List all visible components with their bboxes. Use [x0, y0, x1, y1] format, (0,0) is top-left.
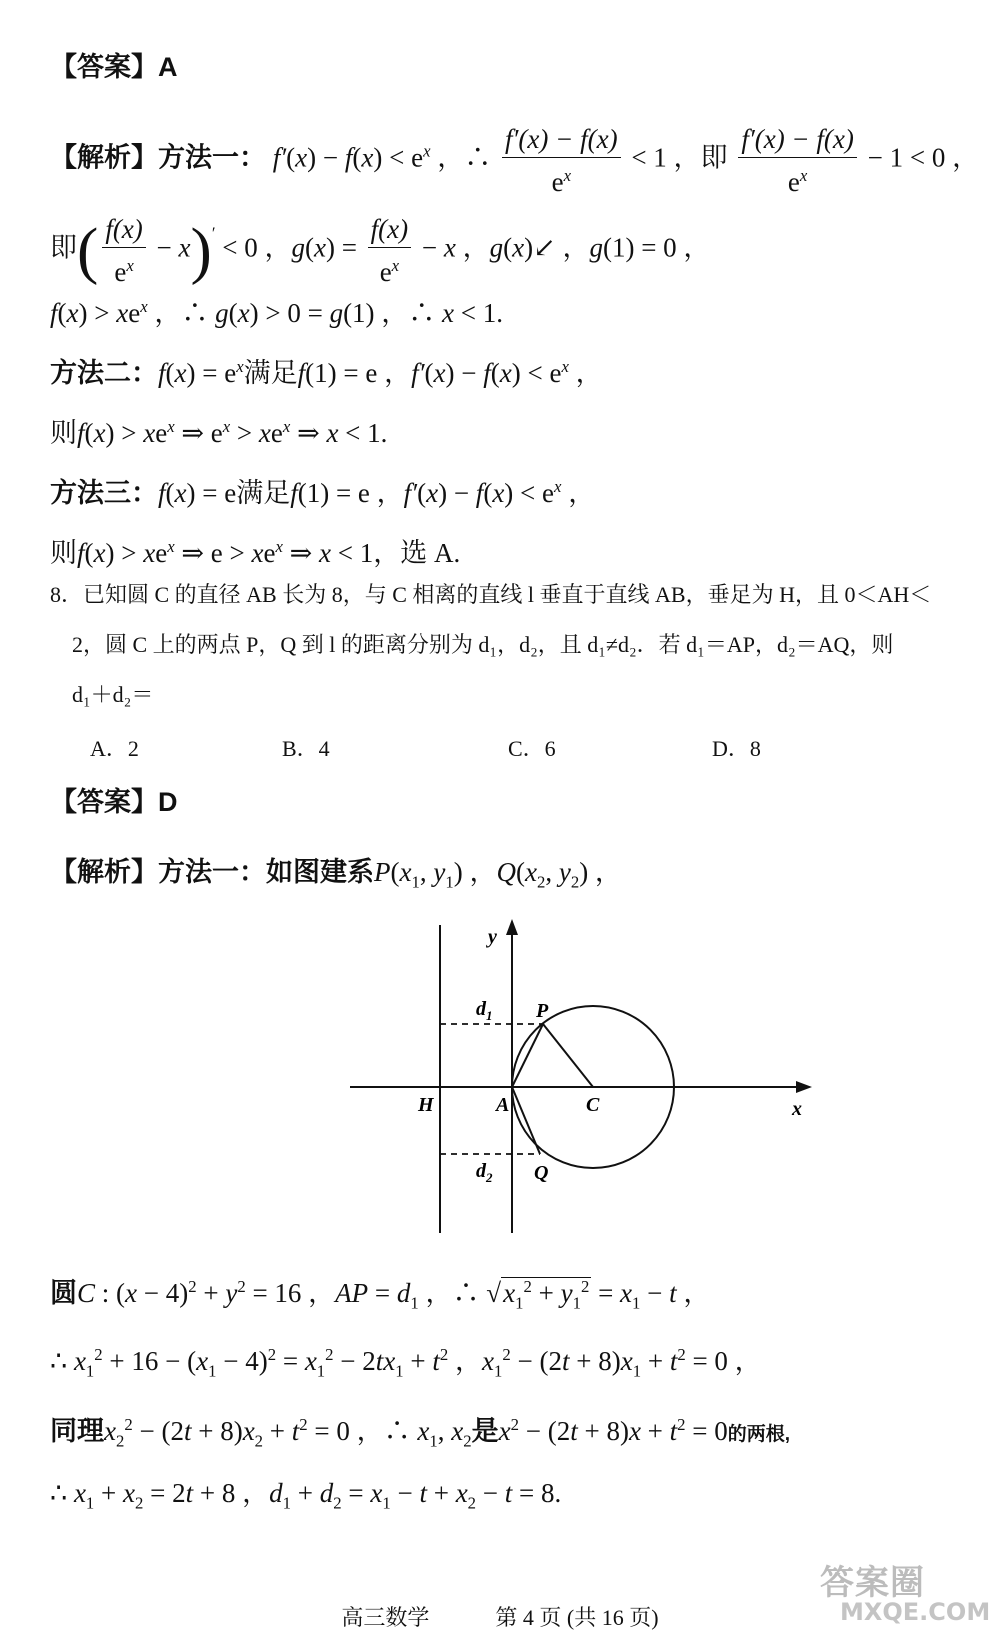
y-axis-arrow	[506, 919, 518, 935]
analysis-label: 【解析】	[50, 142, 158, 173]
label-x: x	[792, 1098, 802, 1120]
fraction-1: $\frac{f'(x) - f(x)}{e^x}$	[502, 122, 621, 199]
label-y: y	[488, 926, 497, 948]
question-line-3: d₁＋d₂＝	[72, 682, 154, 707]
question-line-1: 8．已知圆 C 的直径 AB 长为 8，与 C 相离的直线 l 垂直于直线 AB，垂足为 H，且 0＜AH＜	[50, 582, 932, 607]
build-text: 如图建系	[266, 857, 374, 887]
analysis-line-1: 【解析】方法一： $f'(x) - f(x) < e^x$ ，∴ $\frac{f'(x) - f(x)}{e^x}$ < 1 ，即 $\frac{f'(x) - f(x)}{e^x}$ − 1 < 0 ，	[50, 124, 980, 197]
option-b: B．4	[282, 736, 330, 761]
question-line-2: 2，圆 C 上的两点 P，Q 到 l 的距离分别为 d₁，d₂，且 d₁≠d₂．若 d₁＝AP，d₂＝AQ，则	[72, 632, 894, 657]
method-two-label: 方法二：	[50, 358, 158, 388]
analysis2-line-1: 【解析】方法一：如图建系$P(x_1$, $y_1$) ，$Q(x_2$, $y_2$) ，	[50, 857, 622, 892]
then-label: 即	[700, 142, 728, 173]
satisfy-text: 满足	[243, 358, 298, 388]
analysis2-line-5: ∴ $x_1 + x_2 = 2t + 8$ ，$d_1 + d_2 = x_1 - t + x_2 - t = 8$.	[50, 1478, 562, 1513]
decreasing-arrow-icon: ↙	[533, 232, 556, 263]
coordinate-diagram	[340, 915, 820, 1240]
answer-line-2	[50, 785, 178, 819]
tongli-text: 同理	[50, 1416, 104, 1446]
method-two-line-1: 方法二：$f(x) = e^x$满足f(1) = e ，$f'(x) - f(x) < e^x$ ，	[50, 357, 603, 388]
fraction-4: $\frac{f(x)}{e^x}$	[368, 212, 411, 289]
watermark-url: MXQE.COM	[840, 1598, 991, 1626]
analysis2-line-4: 同理$x_2^2 - (2t + 8)x_2 + t^2 = 0$ ，∴ $x_1$, $x_2$是$x^2 - (2t + 8)x + t^2 = 0$的两根,	[50, 1415, 791, 1451]
method-two-line-2: 则$f(x) > xe^x$ ⇒ $e^x > xe^x$ ⇒ x < 1.	[50, 417, 388, 448]
label-h: H	[418, 1094, 434, 1116]
then-text-2: 则	[50, 538, 77, 568]
answer-value: A	[158, 52, 178, 82]
math-inequality-1: f′	[272, 142, 287, 173]
then-text: 则	[50, 418, 77, 448]
satisfy-text-2: 满足	[236, 478, 291, 508]
analysis2-line-2: 圆C : $(x - 4)^2 + y^2 = 16$ ，AP = $d_1$ ，∴ $√x_1^2 + y_1^2 = x_1 - t$ ，	[50, 1277, 711, 1313]
analysis-line-3: $f(x) > xe^x$ ，∴ g(x) > 0 = g(1) ，∴ x < 1.	[50, 297, 504, 328]
option-d: D．8	[712, 736, 761, 761]
choose-text: ，选 A.	[373, 538, 461, 568]
label-d2: $d_2$	[476, 1160, 493, 1185]
segment-pc	[543, 1024, 593, 1087]
then-label-2: 即	[50, 232, 77, 263]
answer-label: 【答案】	[50, 52, 158, 82]
option-a: A．2	[90, 736, 139, 761]
analysis2-line-3: ∴ $x_1^2 + 16 - (x_1 - 4)^2 = x_1^2 - 2tx_1 + t^2$ ，$x_1^2 - (2t + 8)x_1 + t^2 = 0$ ，	[50, 1345, 762, 1381]
label-d1: $d_1$	[476, 998, 493, 1023]
method-three-line-1: 方法三：f(x) = e满足f(1) = e ，$f'(x) - f(x) < e^x$ ，	[50, 477, 596, 508]
shi-text: 是	[471, 1416, 499, 1446]
segment-aq	[512, 1087, 540, 1154]
method-one-label: 方法一：	[158, 142, 266, 173]
segment-ap	[512, 1024, 543, 1087]
watermark-logo: 答案圈	[820, 1563, 925, 1603]
answer-label-2: 【答案】	[50, 787, 158, 817]
page-footer: 高三数学 第 4 页 (共 16 页)	[341, 1605, 659, 1630]
answer-value-2: D	[158, 787, 178, 817]
option-c: C．6	[508, 736, 556, 761]
label-c: C	[586, 1094, 600, 1116]
method-three-label: 方法三：	[50, 478, 158, 508]
fraction-2: $\frac{f'(x) - f(x)}{e^x}$	[738, 122, 857, 199]
circle-label: 圆	[50, 1278, 77, 1308]
roots-text: 的两根,	[727, 1424, 791, 1445]
answer-line-1	[50, 50, 178, 84]
analysis-label-2: 【解析】	[50, 857, 158, 887]
label-a: A	[496, 1094, 510, 1116]
fraction-3: $\frac{f(x)}{e^x}$	[102, 212, 145, 289]
x-axis-arrow	[796, 1081, 812, 1093]
method-one-label-2: 方法一：	[158, 857, 266, 887]
label-p: P	[536, 1000, 549, 1022]
analysis-line-2: 即( $\frac{f(x)}{e^x}$ − x)′ < 0 ，g(x) = $\frac{f(x)}{e^x}$ − x ，g(x)↙ ，g(1) = 0 ，	[50, 214, 711, 287]
method-three-line-2: 则$f(x) > xe^x$ ⇒ $e > xe^x$ ⇒ x < 1，选 A.	[50, 537, 461, 568]
label-q: Q	[534, 1162, 549, 1184]
